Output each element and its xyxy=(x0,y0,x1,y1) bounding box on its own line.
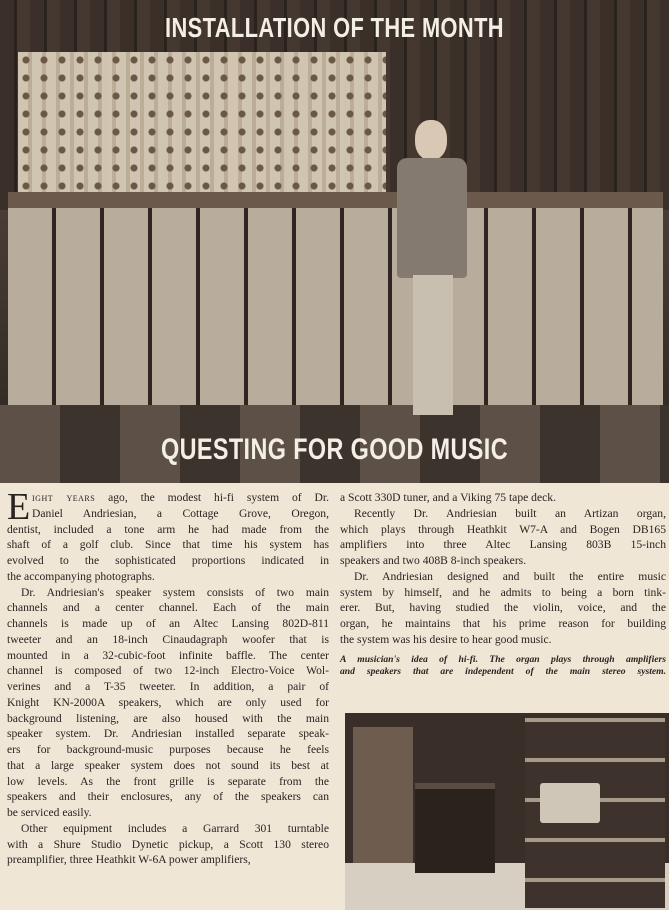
text-line: dentist, included a tone arm he had made from the xyxy=(7,522,329,536)
text-line: Dr. Andriesian designed and built the entire music xyxy=(354,569,666,583)
text-line: Other equipment includes a Garrard 301 turntable xyxy=(21,821,329,835)
tape-deck xyxy=(540,783,600,823)
text-line: mounted in a 32-cubic-foot infinite baffle. The center xyxy=(7,648,329,662)
text-line xyxy=(7,490,329,506)
caption-line: A musician's idea of hi-fi. The organ plays through amplifiers xyxy=(340,653,666,665)
organ xyxy=(415,783,495,873)
right-column xyxy=(340,490,666,678)
text-line: Knight KN-2000A speakers, which are only used for xyxy=(7,695,329,709)
text-line: channels is made up of an Altec Lansing 802D-811 xyxy=(7,617,329,630)
text-line: Recently Dr. Andriesian built an Artizan organ, xyxy=(354,506,666,520)
drop-cap: E xyxy=(7,486,31,528)
text-line: the accompanying photographs. xyxy=(7,569,155,583)
text-line: ers for background-music purposes because he feels xyxy=(7,743,329,756)
text-line: speakers and their enclosures, any of the speakers can xyxy=(7,790,329,804)
text-line: Dr. Andriesian's speaker system consists of two main xyxy=(21,585,329,599)
text-line: speakers and two 408B 8-inch speakers. xyxy=(340,554,527,567)
section-title: INSTALLATION OF THE MONTH xyxy=(165,12,504,43)
article-headline: QUESTING FOR GOOD MUSIC xyxy=(160,433,508,466)
organ-room-photo xyxy=(345,713,669,910)
text-line: preamplifier, three Heathkit W-6A power amplifiers, xyxy=(7,853,251,867)
text-line: the system was his desire to hear good music. xyxy=(340,632,552,646)
text-run: ago, the modest hi-fi system of Dr. xyxy=(95,491,329,504)
text-line: Daniel Andriesian, a Cottage Grove, Oregon, xyxy=(32,506,329,520)
lead-smallcaps: ight years xyxy=(32,491,96,504)
speaker-grille-panels xyxy=(8,208,663,408)
left-column xyxy=(7,486,329,868)
text-line: evolved to the sophisticated proportions indicated in xyxy=(7,554,329,567)
text-line: that a large speaker system does not sound its best at xyxy=(7,758,329,772)
text-line: be serviced easily. xyxy=(7,806,92,819)
man-figure xyxy=(385,120,480,420)
text-line: system by himself, and he admits to being a born tink- xyxy=(340,585,666,599)
text-line: which plays through Heathkit W7-A and Bogen DB165 xyxy=(340,522,666,536)
text-line: organ, he maintains that his prime reason for building xyxy=(340,617,666,630)
curtain xyxy=(18,52,386,192)
text-line: low levels. As the front grille is separate from the xyxy=(7,774,329,788)
text-line: channels and a center channel. Each of the main xyxy=(7,601,329,615)
text-line: background listening, are also housed with the main xyxy=(7,711,329,725)
text-line: amplifiers into three Altec Lansing 803B 15-inch xyxy=(340,538,666,552)
caption-line: and speakers that are independent of the main stereo system. xyxy=(340,665,666,677)
text-line: verines and a T-35 tweeter. In addition, a pair of xyxy=(7,680,329,693)
photo-caption xyxy=(340,654,666,678)
text-line: erer. But, having studied the violin, voice, and the xyxy=(340,601,666,615)
text-line: with a Shure Studio Dynetic pickup, a Scott 130 stereo xyxy=(7,837,329,851)
text-line: a Scott 330D tuner, and a Viking 75 tape deck. xyxy=(340,491,556,504)
text-line: tweeter and an 18-inch Cinaudagraph woofer that is xyxy=(7,632,329,646)
text-line: channel is composed of two 12-inch Electro-Voice Wol- xyxy=(7,664,329,678)
text-line: speaker system. Dr. Andriesian installed separate speak- xyxy=(7,727,329,741)
text-line: shaft of a golf club. Since that time his system has xyxy=(7,538,329,552)
